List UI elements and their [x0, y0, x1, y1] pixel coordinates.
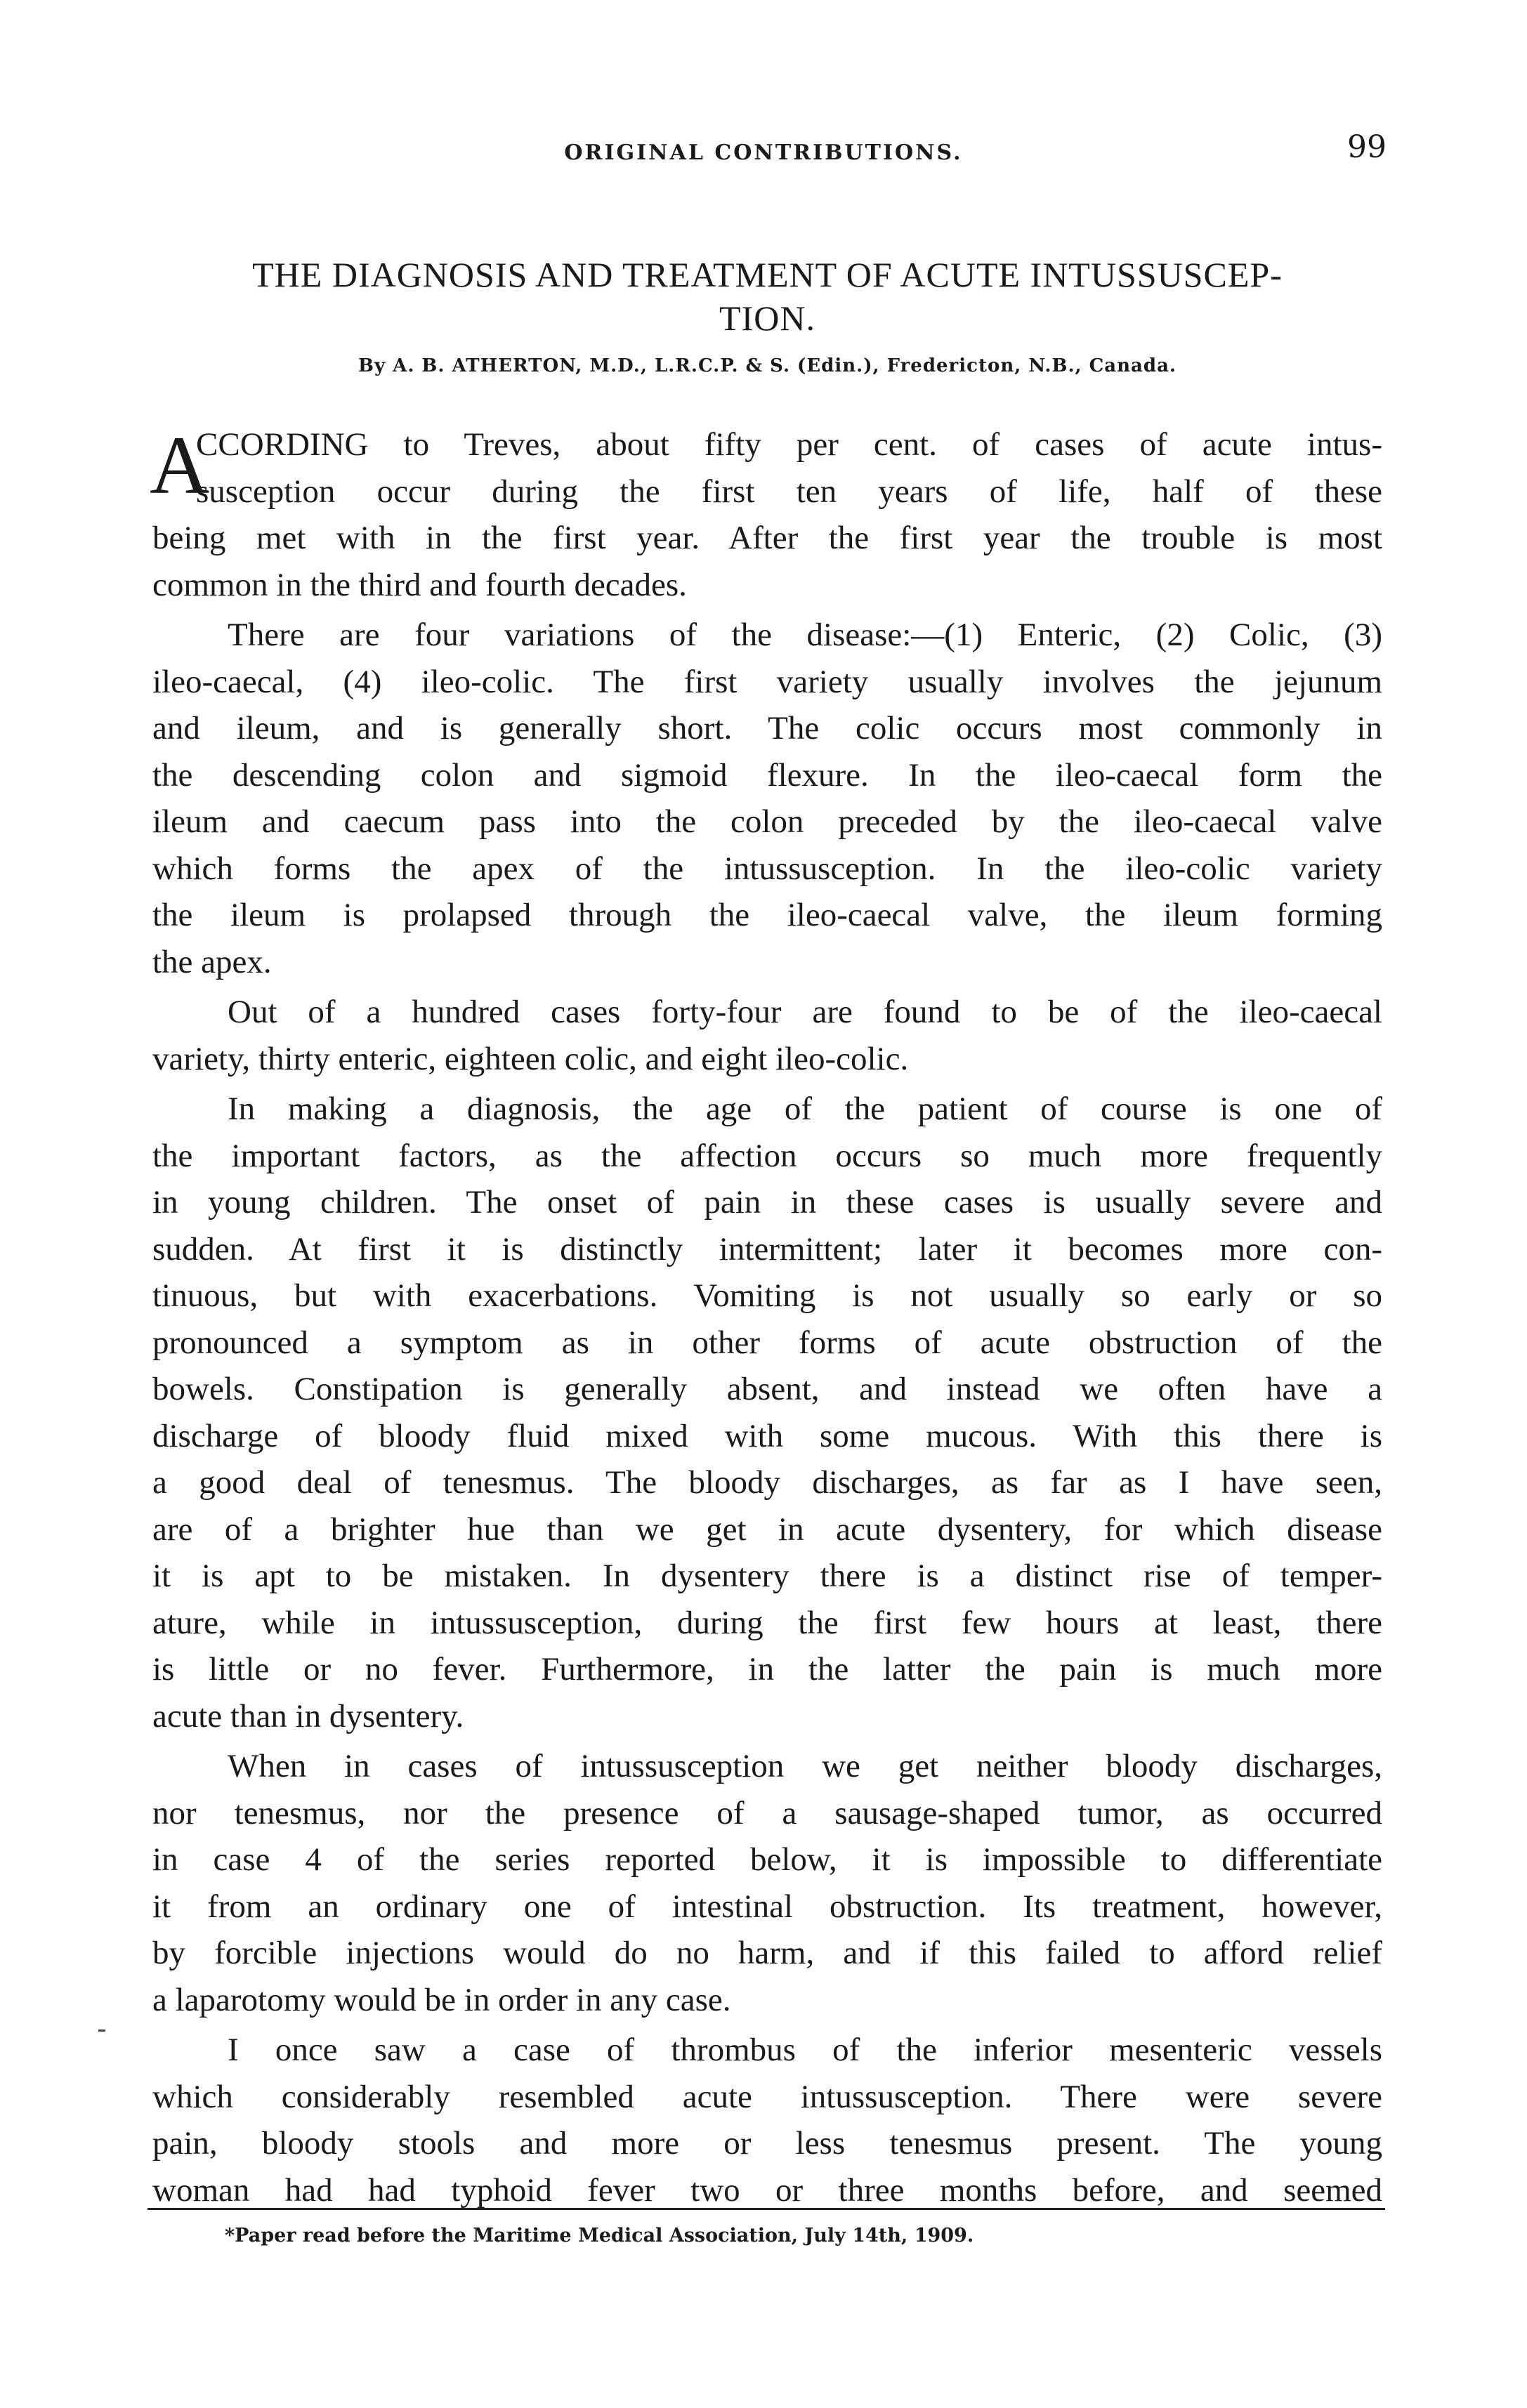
- text-line: the apex.: [152, 943, 272, 980]
- text-line: ature, while in intussusception, during the first few hours at least, there: [152, 1604, 1382, 1641]
- text-line: acute than in dysentery.: [152, 1697, 464, 1735]
- text-line: a laparotomy would be in order in any case.: [152, 1981, 731, 2018]
- text-line: Out of a hundred cases forty-four are found to be of the ileo-caecal: [228, 994, 1382, 1030]
- text-line: pronounced a symptom as in other forms of acute obstruction of the: [152, 1324, 1382, 1361]
- text-line: I once saw a case of thrombus of the inferior mesenteric vessels: [228, 2032, 1382, 2068]
- text-line: ileo-caecal, (4) ileo-colic. The first variety usually involves the jejunum: [152, 663, 1382, 700]
- article-title: [152, 253, 1382, 340]
- text-line: CCORDING to Treves, about fifty per cent. of cases of acute intus-: [196, 426, 1382, 463]
- text-line: common in the third and fourth decades.: [152, 566, 687, 603]
- text-line: the important factors, as the affection occurs so much more frequently: [152, 1137, 1382, 1174]
- text-line: is little or no fever. Furthermore, in the latter the pain is much more: [152, 1651, 1382, 1687]
- text-line: which forms the apex of the intussusception. In the ileo-colic variety: [152, 850, 1382, 887]
- paragraph: [152, 612, 1382, 985]
- text-line: In making a diagnosis, the age of the patient of course is one of: [228, 1091, 1382, 1127]
- text-line: are of a brighter hue than we get in acute dysentery, for which disease: [152, 1511, 1382, 1548]
- page-number: 99: [1347, 129, 1387, 165]
- text-line: discharge of bloody fluid mixed with some mucous. With this there is: [152, 1417, 1382, 1454]
- paragraph: [152, 421, 1382, 608]
- paragraph: [152, 1086, 1382, 1739]
- text-line: pain, bloody stools and more or less tenesmus present. The young: [152, 2125, 1382, 2162]
- text-line: in young children. The onset of pain in these cases is usually severe and: [152, 1184, 1382, 1221]
- text-line: woman had had typhoid fever two or three months before, and seemed: [152, 2171, 1382, 2209]
- article-body: [152, 421, 1382, 2217]
- drop-cap: A: [150, 419, 210, 511]
- text-line: it from an ordinary one of intestinal obstruction. Its treatment, however,: [152, 1888, 1382, 1925]
- text-line: nor tenesmus, nor the presence of a sausage-shaped tumor, as occurred: [152, 1794, 1382, 1831]
- text-line: When in cases of intussusception we get neither bloody discharges,: [228, 1748, 1382, 1784]
- text-line: variety, thirty enteric, eighteen colic, and eight ileo-colic.: [152, 1040, 909, 1077]
- footnote-divider: [148, 2208, 1385, 2210]
- paragraph: [152, 989, 1382, 1082]
- text-line: in case 4 of the series reported below, it is impossible to differentiate: [152, 1841, 1382, 1878]
- text-line: being met with in the first year. After the first year the trouble is most: [152, 520, 1382, 556]
- text-line: ileum and caecum pass into the colon preceded by the ileo-caecal valve: [152, 803, 1382, 840]
- text-line: a good deal of tenesmus. The bloody discharges, as far as I have seen,: [152, 1464, 1382, 1501]
- text-line: bowels. Constipation is generally absent, and instead we often have a: [152, 1371, 1382, 1407]
- text-line: which considerably resembled acute intussusception. There were severe: [152, 2078, 1382, 2115]
- text-line: There are four variations of the disease:—(1) Enteric, (2) Colic, (3): [228, 617, 1382, 653]
- text-line: sudden. At first it is distinctly intermittent; later it becomes more con-: [152, 1230, 1382, 1268]
- text-line: it is apt to be mistaken. In dysentery there is a distinct rise of temper-: [152, 1558, 1382, 1594]
- text-line: the ileum is prolapsed through the ileo-caecal valve, the ileum forming: [152, 897, 1382, 933]
- margin-mark: [98, 2029, 105, 2032]
- title-line: THE DIAGNOSIS AND TREATMENT OF ACUTE INTUSSUSCEP-: [252, 255, 1283, 294]
- title-line: TION.: [719, 298, 815, 338]
- text-line: susception occur during the first ten years of life, half of these: [196, 473, 1382, 510]
- text-line: and ileum, and is generally short. The colic occurs most commonly in: [152, 710, 1382, 746]
- paragraph: [152, 2027, 1382, 2213]
- paragraph: [152, 1743, 1382, 2023]
- running-header: ORIGINAL CONTRIBUTIONS.: [564, 140, 963, 165]
- text-line: by forcible injections would do no harm, and if this failed to afford relief: [152, 1935, 1382, 1971]
- byline: By A. B. ATHERTON, M.D., L.R.C.P. & S. (Edin.), Fredericton, N.B., Canada.: [358, 355, 1177, 376]
- footnote: *Paper read before the Maritime Medical Association, July 14th, 1909.: [225, 2225, 974, 2246]
- text-line: the descending colon and sigmoid flexure. In the ileo-caecal form the: [152, 756, 1382, 794]
- text-line: tinuous, but with exacerbations. Vomiting is not usually so early or so: [152, 1277, 1382, 1314]
